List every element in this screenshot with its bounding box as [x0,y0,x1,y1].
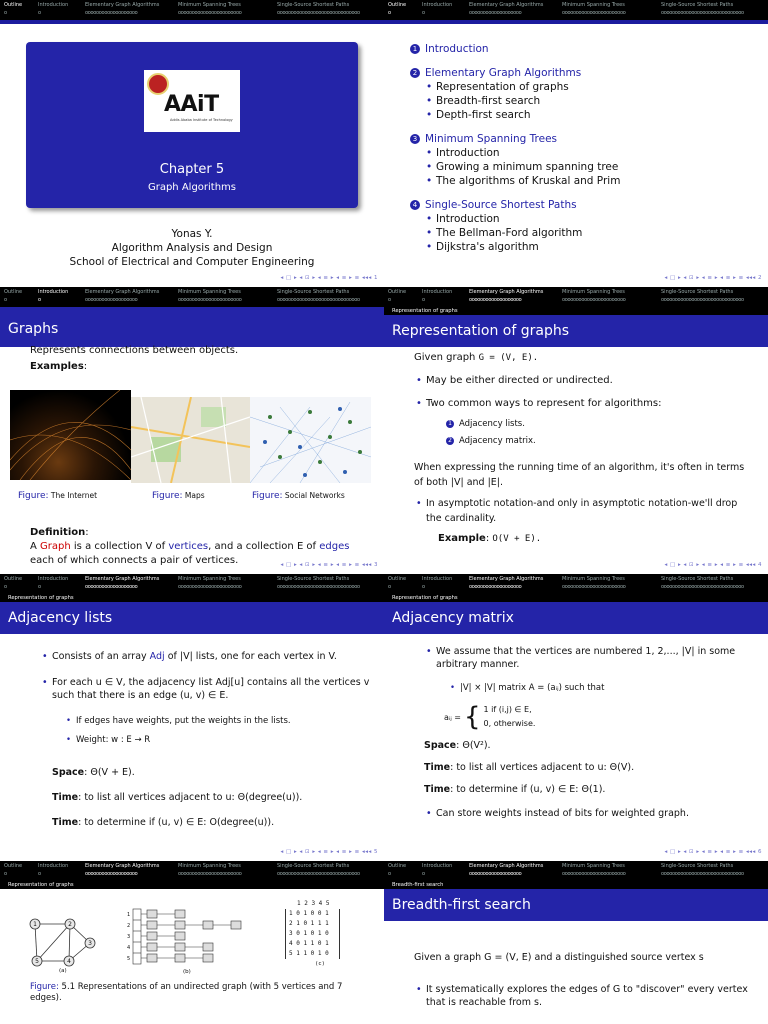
nav-sssp[interactable]: Single-Source Shortest Paths [277,863,350,869]
nav-introduction[interactable]: Introduction [422,289,453,295]
outline-subitem[interactable]: • Introduction [424,146,760,160]
nav-bar [0,861,384,881]
complexity-block [40,760,370,835]
brace-icon: { [463,702,481,732]
nav-dots: o [38,871,41,877]
nav-introduction[interactable]: Introduction [38,863,69,869]
nav-dots: ooooooooooooooooooo [85,871,138,877]
time-label: Time [52,792,79,803]
slide-title: Breadth-first search [384,889,768,921]
outline-subitem[interactable]: • Introduction [424,212,760,226]
undirected-graph-figure [25,906,105,981]
nav-dots: ooooooooooooooooooooooo [562,10,626,16]
slide-body [414,351,754,546]
definition-title: Definition [30,527,86,538]
definition-text [30,540,370,554]
nav-dots: o [422,871,425,877]
nav-sssp[interactable]: Single-Source Shortest Paths [661,863,734,869]
given-line [414,351,754,365]
nav-dots: o [38,297,41,303]
outline-title: Elementary Graph Algorithms [425,67,582,79]
nav-elementary[interactable]: Elementary Graph Algorithms [469,289,544,295]
nav-mst[interactable]: Minimum Spanning Trees [562,2,625,8]
nav-dots: oooooooooooooooooooooooooooooo [277,10,360,16]
slide-title: Graphs [0,307,384,347]
bullet-weights: • Can store weights instead of bits for weighted graph. [424,807,759,820]
outline-item[interactable] [410,66,760,80]
chapter-title: Chapter 5 [159,162,225,177]
nav-dots: o [422,297,425,303]
outline-subitem[interactable]: • Representation of graphs [424,80,760,94]
nav-dots: o [388,584,391,590]
nav-introduction[interactable]: Introduction [38,576,69,582]
nav-outline[interactable]: Outline [388,576,407,582]
nav-dots: oooooooooooooooooooooooooooooo [661,584,744,590]
footer-nav-icons[interactable]: ◂ □ ▸ ◂ ⊡ ▸ ◂ ≡ ▸ ◂ ≡ ▸ ≡ ◂◂◂ [280,562,372,568]
title-authors [0,227,384,269]
space-value: : Θ(V²). [456,740,491,751]
nav-mst[interactable]: Minimum Spanning Trees [562,289,625,295]
bullet-ways: • Two common ways to represent for algorithms: [414,397,754,411]
svg-text:4: 4 [67,958,71,965]
nav-sssp[interactable]: Single-Source Shortest Paths [277,2,350,8]
slide-4 [384,287,768,574]
slide-body [30,344,370,374]
nav-mst[interactable]: Minimum Spanning Trees [562,576,625,582]
complexity-block [424,735,759,801]
slide-6 [384,574,768,861]
text: Consists of an array [52,651,150,662]
outline-title: Single-Source Shortest Paths [425,199,577,211]
school: School of Electrical and Computer Engineering [69,256,315,268]
slide-7 [0,861,384,1024]
nav-dots: oooooooooooooooooooooooooooooo [277,584,360,590]
space-label: Space [52,767,85,778]
nav-outline[interactable]: Outline [4,576,23,582]
panel-label-b: (b) [183,969,191,975]
example-label: Example [438,533,486,544]
time-label: Time [424,762,451,773]
nav-dots: ooooooooooooooooooo [469,584,522,590]
outline-item[interactable] [410,42,760,56]
cases [484,703,536,731]
nav-dots: ooooooooooooooooooooooo [178,10,242,16]
social-network-icon [250,397,371,483]
nav-dots: o [422,10,425,16]
def-text: A [30,541,41,552]
figure-internet-caption [18,491,97,501]
matrix-row: 1 0 1 0 0 1 [289,910,329,917]
def-text: is a collection V of [70,541,169,552]
footer-nav-icons[interactable]: ◂ □ ▸ ◂ ⊡ ▸ ◂ ≡ ▸ ◂ ≡ ▸ ≡ ◂◂◂ [280,275,372,281]
nav-dots: ooooooooooooooooooooooo [562,297,626,303]
aij-label: aᵢⱼ = [444,712,461,722]
aait-logo [144,70,240,132]
bullet-array [40,650,370,663]
svg-text:2: 2 [68,921,72,928]
outline-title: Introduction [425,43,489,55]
nav-bar [0,574,384,594]
slide-3 [0,287,384,574]
matrix-definition [424,703,759,731]
nav-sssp[interactable]: Single-Source Shortest Paths [661,576,734,582]
matrix-row: 4 0 1 1 0 1 [289,940,329,947]
nav-mst[interactable]: Minimum Spanning Trees [178,289,241,295]
outline-subitem[interactable]: • Dijkstra's algorithm [424,240,760,254]
way-adjacency-matrix: Adjacency matrix. [459,436,536,446]
case-zero: 0, otherwise. [483,719,536,728]
time-label: Time [424,784,451,795]
nav-dots: o [38,10,41,16]
figure-label: Figure: [30,982,59,992]
outline-subitem[interactable]: • The algorithms of Kruskal and Prim [424,174,760,188]
ways-list [414,416,754,450]
slide-body [40,650,370,835]
svg-text:3: 3 [127,934,131,940]
nav-dots: oooooooooooooooooooooooooooooo [277,297,360,303]
nav-dots: o [4,10,7,16]
nav-mst[interactable]: Minimum Spanning Trees [178,576,241,582]
footer-nav-icons[interactable]: ◂ □ ▸ ◂ ⊡ ▸ ◂ ≡ ▸ ◂ ≡ ▸ ≡ ◂◂◂ [664,562,756,568]
outline-number: 2 [410,68,420,78]
outline-subitems [410,212,760,254]
subsection-bar: Representation of graphs [384,307,768,315]
slide-2 [384,0,768,287]
svg-text:5: 5 [35,958,39,965]
outline-title: Minimum Spanning Trees [425,133,557,145]
slide-footer [281,275,378,281]
nav-dots: oooooooooooooooooooooooooooooo [661,871,744,877]
def-graph-term: Graph [40,541,71,552]
bullet-explores: • It systematically explores the edges of G to "discover" every vertex that is reachable from s. [414,983,754,1009]
def-text: , and a collection E of [208,541,320,552]
nav-dots: oooooooooooooooooooooooooooooo [277,871,360,877]
svg-text:5: 5 [127,956,131,962]
slide-body [424,645,759,820]
bullet-numbering: • We assume that the vertices are numbered 1, 2,..., |V| in some arbitrary manner. [424,645,759,671]
matrix-row: 3 0 1 0 1 0 [289,930,329,937]
page-number: 2 [758,275,762,281]
nav-bar [0,0,384,20]
nav-elementary[interactable]: Elementary Graph Algorithms [85,576,160,582]
nav-dots: ooooooooooooooooooooooo [178,871,242,877]
page-number: 5 [374,849,378,855]
footer-nav-icons[interactable]: ◂ □ ▸ ◂ ⊡ ▸ ◂ ≡ ▸ ◂ ≡ ▸ ≡ ◂◂◂ [664,849,756,855]
nav-dots: ooooooooooooooooooooooo [178,297,242,303]
subsection-bar: Representation of graphs [0,594,384,602]
nav-introduction[interactable]: Introduction [38,289,69,295]
nav-mst[interactable]: Minimum Spanning Trees [178,863,241,869]
slide-title: Adjacency lists [0,602,384,634]
subitem-weight-function: • Weight: w : E → R [64,731,370,750]
svg-text:1: 1 [127,912,131,918]
case-one: 1 if (i,j) ∈ E, [483,705,532,714]
matrix-body [285,909,340,959]
nav-outline[interactable]: Outline [388,863,407,869]
nav-outline[interactable]: Outline [4,2,23,8]
nav-introduction[interactable]: Introduction [422,863,453,869]
subsection-bar: Representation of graphs [384,594,768,602]
nav-elementary[interactable]: Elementary Graph Algorithms [469,2,544,8]
svg-text:2: 2 [127,923,131,929]
weight-subitems [40,712,370,750]
title-box [26,42,358,208]
page-number: 1 [374,275,378,281]
space-value: : Θ(V + E). [84,767,135,778]
def-edges-term: edges [319,541,350,552]
social-network-image [250,397,371,483]
svg-text:3: 3 [88,940,92,947]
internet-arcs-icon [10,390,131,480]
page-number: 4 [758,562,762,568]
outline-subitem[interactable]: • The Bellman-Ford algorithm [424,226,760,240]
nav-elementary[interactable]: Elementary Graph Algorithms [85,863,160,869]
nav-bar [384,287,768,307]
nav-mst[interactable]: Minimum Spanning Trees [178,2,241,8]
time-value: : to determine if (u, v) ∈ E: O(degree(u)). [78,817,275,828]
nav-outline[interactable]: Outline [4,863,23,869]
chapter-subtitle: Graph Algorithms [147,182,237,193]
nav-sssp[interactable]: Single-Source Shortest Paths [277,576,350,582]
nav-outline[interactable]: Outline [388,2,407,8]
nav-mst[interactable]: Minimum Spanning Trees [562,863,625,869]
nav-elementary[interactable]: Elementary Graph Algorithms [85,2,160,8]
figure-maps-caption [152,491,205,501]
nav-dots: o [388,297,391,303]
adj-term: Adj [149,651,165,662]
author: Yonas Y. [171,228,213,240]
adjacency-list-figure [125,907,260,979]
nav-dots: oooooooooooooooooooooooooooooo [661,297,744,303]
footer-nav-icons[interactable]: ◂ □ ▸ ◂ ⊡ ▸ ◂ ≡ ▸ ◂ ≡ ▸ ≡ ◂◂◂ [664,275,756,281]
definition-heading: Definition: [30,527,89,538]
nav-elementary[interactable]: Elementary Graph Algorithms [469,576,544,582]
figure-caption [30,982,370,1004]
figure-caption-text: Maps [184,491,205,500]
given-text: Given graph [414,352,479,363]
slide-8 [384,861,768,1024]
nav-bar [384,0,768,20]
panel-label-c: (c) [315,961,325,967]
outline-subitems [410,80,760,122]
course: Algorithm Analysis and Design [111,242,273,254]
nav-dots: o [422,584,425,590]
nav-dots: ooooooooooooooooooo [85,297,138,303]
page-number: 3 [374,562,378,568]
outline-number: 3 [410,134,420,144]
nav-underline [0,20,384,24]
nav-dots: ooooooooooooooooooo [469,871,522,877]
time-line [424,779,759,801]
footer-nav-icons[interactable]: ◂ □ ▸ ◂ ⊡ ▸ ◂ ≡ ▸ ◂ ≡ ▸ ≡ ◂◂◂ [280,849,372,855]
adjacency-matrix-figure [285,899,355,981]
example-line: Example: O(V + E). [438,533,542,544]
bullet-asymptotic: • In asymptotic notation-and only in asymptotic notation-we'll drop the cardinality. [414,496,754,526]
time-line [52,810,370,835]
outline-subitems [410,146,760,188]
slide-footer [665,849,762,855]
outline-item[interactable] [410,198,760,212]
logo-text: AAiT [164,92,219,117]
matrix-header: 1 2 3 4 5 [297,900,330,907]
page-number: 6 [758,849,762,855]
time-value: : to list all vertices adjacent to u: Θ(V). [450,762,635,773]
nav-dots: ooooooooooooooooooo [469,10,522,16]
way-item: 2 Adjacency matrix. [446,433,754,450]
intro-line: Represents connections between objects. [30,345,239,356]
nav-dots: oooooooooooooooooooooooooooooo [661,10,744,16]
svg-text:1: 1 [33,921,37,928]
figure-label: Figure: [252,491,283,501]
figure-caption-text: The Internet [50,491,98,500]
internet-image [10,390,131,480]
nav-dots: ooooooooooooooooooo [85,10,138,16]
slide-title: Adjacency matrix [384,602,768,634]
figure-caption-text: Social Networks [284,491,345,500]
space-label: Space [424,740,457,751]
slide-5 [0,574,384,861]
nav-sssp[interactable]: Single-Source Shortest Paths [661,289,734,295]
nav-dots: ooooooooooooooooooo [469,297,522,303]
nav-dots: o [4,871,7,877]
outline-number: 4 [410,200,420,210]
running-time-text: When expressing the running time of an algorithm, it's often in terms of both |V| and |E|. [414,462,745,488]
examples-heading: Examples: [30,361,88,372]
nav-dots: o [388,10,391,16]
given-line: Given a graph G = (V, E) and a distinguished source vertex s [414,952,704,963]
adjacency-list-icon [125,907,260,969]
nav-dots: o [38,584,41,590]
bullet-directed: • May be either directed or undirected. [414,374,754,388]
nav-outline[interactable]: Outline [388,289,407,295]
def-vertices-term: vertices [168,541,209,552]
slide-footer [665,275,762,281]
nav-dots: ooooooooooooooooooooooo [562,871,626,877]
nav-introduction[interactable]: Introduction [38,2,69,8]
way-item: 1 Adjacency lists. [446,416,754,433]
given-code: G = (V, E). [478,353,539,363]
subitem-weights: • If edges have weights, put the weights in the lists. [64,712,370,731]
nav-dots: o [4,297,7,303]
space-line [424,735,759,757]
slide-footer [281,849,378,855]
nav-outline[interactable]: Outline [4,289,23,295]
subsection-bar: Breadth-first search [384,881,768,889]
text: of |V| lists, one for each vertex in V. [164,651,337,662]
map-image [131,397,250,483]
time-line [52,785,370,810]
map-roads-icon [131,397,250,483]
subsection-bar: Representation of graphs [0,881,384,889]
panel-label-a: (a) [59,968,67,974]
space-line [52,760,370,785]
slide-1 [0,0,384,287]
outline-subitem[interactable]: • Depth-first search [424,108,760,122]
outline-list [410,42,760,254]
nav-bar [0,287,384,307]
subitem-matrix: • |V| × |V| matrix A = (aᵢⱼ) such that [448,682,759,695]
way-adjacency-lists: Adjacency lists. [459,419,525,429]
nav-dots: ooooooooooooooooooooooo [562,584,626,590]
svg-text:4: 4 [127,945,131,951]
definition-text: each of which connects a pair of vertices. [30,555,239,566]
time-line [424,757,759,779]
outline-subitem[interactable]: • Growing a minimum spanning tree [424,160,760,174]
figure-label: Figure: [152,491,183,501]
nav-underline [384,20,768,24]
figure-social-caption [252,491,345,501]
time-value: : to list all vertices adjacent to u: Θ(degree(u)). [78,792,303,803]
bullet-adjacency: • For each u ∈ V, the adjacency list Adj[u] contains all the vertices v such that there is an edge (u, v) ∈ E. [40,676,370,702]
nav-dots: o [388,871,391,877]
matrix-row: 5 1 1 0 1 0 [289,950,329,957]
nav-bar [384,574,768,594]
slide-body [414,951,754,1009]
matrix-row: 2 1 0 1 1 1 [289,920,329,927]
slide-footer [281,562,378,568]
nav-bar [384,861,768,881]
logo-subtext: Addis Ababa Institute of Technology [170,118,233,122]
time-value: : to determine if (u, v) ∈ E: Θ(1). [450,784,606,795]
outline-item[interactable] [410,132,760,146]
nav-sssp[interactable]: Single-Source Shortest Paths [661,2,734,8]
slide-title: Representation of graphs [384,315,768,347]
nav-elementary[interactable]: Elementary Graph Algorithms [85,289,160,295]
examples-label: Examples [30,361,84,372]
outline-number: 1 [410,44,420,54]
nav-elementary[interactable]: Elementary Graph Algorithms [469,863,544,869]
nav-introduction[interactable]: Introduction [422,576,453,582]
nav-introduction[interactable]: Introduction [422,2,453,8]
nav-dots: ooooooooooooooooooooooo [178,584,242,590]
figure-label: Figure: [18,491,49,501]
figure-caption-text: 5.1 Representations of an undirected graph (with 5 vertices and 7 edges). [30,982,343,1003]
nav-dots: ooooooooooooooooooo [85,584,138,590]
nav-sssp[interactable]: Single-Source Shortest Paths [277,289,350,295]
example-code: O(V + E). [492,534,542,544]
outline-subitem[interactable]: • Breadth-first search [424,94,760,108]
slide-footer [665,562,762,568]
nav-dots: o [4,584,7,590]
time-label: Time [52,817,79,828]
